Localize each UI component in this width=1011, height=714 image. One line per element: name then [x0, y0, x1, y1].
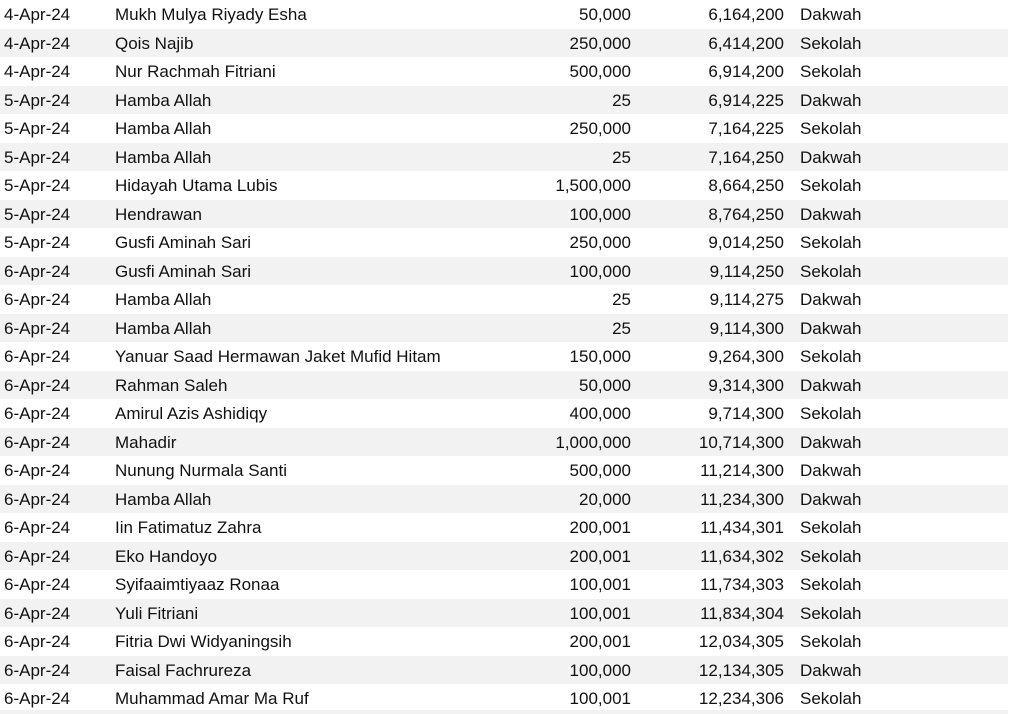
running-total-cell[interactable]: 12,034,305 — [698, 632, 784, 651]
date-cell[interactable]: 6-Apr-24 — [4, 689, 71, 708]
amount-cell[interactable]: 25 — [612, 290, 631, 309]
donor-name-cell[interactable]: Syifaaimtiyaaz Ronaa — [115, 575, 280, 594]
running-total-cell[interactable]: 6,164,200 — [708, 5, 784, 24]
category-cell[interactable]: Sekolah — [800, 603, 862, 623]
table-row — [0, 257, 1008, 286]
running-total-cell[interactable]: 6,914,200 — [708, 62, 784, 81]
donor-name-cell[interactable]: Hamba Allah — [115, 290, 212, 309]
category-cell[interactable]: Dakwah — [800, 204, 862, 224]
running-total-cell[interactable]: 11,434,301 — [700, 518, 784, 537]
donor-name-cell[interactable]: Hamba Allah — [115, 90, 212, 110]
date-cell[interactable]: 5-Apr-24 — [4, 90, 71, 110]
table-row — [0, 656, 1008, 685]
table-row — [0, 399, 1008, 428]
category-cell[interactable]: Sekolah — [800, 62, 862, 81]
amount-cell[interactable]: 250,000 — [569, 119, 631, 138]
amount-cell[interactable]: 100,000 — [569, 261, 631, 281]
running-total-cell[interactable]: 11,234,300 — [700, 489, 784, 509]
donor-name-cell[interactable]: Nur Rachmah Fitriani — [115, 62, 276, 81]
table-row — [0, 599, 1008, 628]
date-cell[interactable]: 6-Apr-24 — [4, 261, 71, 281]
table-row — [0, 114, 1008, 143]
amount-cell[interactable]: 1,500,000 — [555, 176, 631, 195]
table-row — [0, 428, 1008, 457]
donor-name-cell[interactable]: Qois Najib — [115, 33, 194, 53]
table-row — [0, 485, 1008, 514]
amount-cell[interactable]: 25 — [612, 90, 631, 110]
table-row — [0, 171, 1008, 200]
amount-cell[interactable]: 25 — [612, 147, 631, 167]
running-total-cell[interactable]: 8,764,250 — [708, 204, 784, 224]
donor-name-cell[interactable]: Rahman Saleh — [115, 375, 228, 395]
date-cell[interactable]: 5-Apr-24 — [4, 233, 71, 252]
running-total-cell[interactable]: 9,114,275 — [709, 290, 784, 309]
date-cell[interactable]: 6-Apr-24 — [4, 603, 71, 623]
table-row — [0, 314, 1008, 343]
amount-cell[interactable]: 500,000 — [569, 461, 631, 480]
running-total-cell[interactable]: 7,164,225 — [708, 119, 784, 138]
table-row — [0, 228, 1008, 257]
running-total-cell[interactable]: 7,164,250 — [708, 147, 784, 167]
category-cell[interactable]: Dakwah — [800, 375, 862, 395]
running-total-cell[interactable]: 9,014,250 — [708, 233, 784, 252]
category-cell[interactable]: Sekolah — [800, 518, 862, 537]
running-total-cell[interactable]: 11,634,302 — [700, 546, 784, 566]
amount-cell[interactable]: 200,001 — [569, 632, 631, 651]
category-cell[interactable]: Sekolah — [800, 689, 862, 708]
date-cell[interactable]: 6-Apr-24 — [4, 290, 71, 309]
date-cell[interactable]: 6-Apr-24 — [4, 318, 71, 338]
date-cell[interactable]: 6-Apr-24 — [4, 347, 71, 366]
amount-cell[interactable]: 1,000,000 — [555, 432, 631, 452]
date-cell[interactable]: 6-Apr-24 — [4, 546, 71, 566]
running-total-cell[interactable]: 9,114,250 — [709, 261, 784, 281]
date-cell[interactable]: 6-Apr-24 — [4, 432, 71, 452]
running-total-cell[interactable]: 11,214,300 — [700, 461, 784, 480]
date-cell[interactable]: 4-Apr-24 — [4, 33, 71, 53]
running-total-cell[interactable]: 11,734,303 — [700, 575, 784, 594]
running-total-cell[interactable]: 10,714,300 — [698, 432, 784, 452]
date-cell[interactable]: 6-Apr-24 — [4, 404, 71, 423]
amount-cell[interactable]: 250,000 — [569, 33, 631, 53]
date-cell[interactable]: 6-Apr-24 — [4, 518, 71, 537]
table-row — [0, 57, 1008, 86]
category-cell[interactable]: Sekolah — [800, 575, 862, 594]
table-row — [0, 513, 1008, 542]
amount-cell[interactable]: 20,000 — [579, 489, 631, 509]
table-row — [0, 143, 1008, 172]
running-total-cell[interactable]: 12,234,306 — [698, 689, 784, 708]
running-total-cell[interactable]: 12,134,305 — [698, 660, 784, 680]
donor-name-cell[interactable]: Yuli Fitriani — [115, 603, 199, 623]
amount-cell[interactable]: 200,001 — [569, 518, 631, 537]
donor-name-cell[interactable]: Gusfi Aminah Sari — [115, 233, 252, 252]
table-row — [0, 371, 1008, 400]
running-total-cell[interactable]: 6,914,225 — [708, 90, 784, 110]
category-cell[interactable]: Sekolah — [800, 233, 862, 252]
donor-name-cell[interactable]: Fitria Dwi Widyaningsih — [115, 632, 292, 651]
donor-name-cell[interactable]: Mahadir — [115, 432, 177, 452]
amount-cell[interactable]: 100,001 — [569, 603, 631, 623]
date-cell[interactable]: 6-Apr-24 — [4, 575, 71, 594]
running-total-cell[interactable]: 6,414,200 — [708, 33, 784, 53]
amount-cell[interactable]: 100,001 — [569, 689, 631, 708]
date-cell[interactable]: 6-Apr-24 — [4, 489, 71, 509]
donor-name-cell[interactable]: Hidayah Utama Lubis — [115, 176, 278, 195]
amount-cell[interactable]: 100,000 — [569, 660, 631, 680]
running-total-cell[interactable]: 9,314,300 — [708, 375, 784, 395]
category-cell[interactable]: Dakwah — [800, 290, 862, 309]
date-cell[interactable]: 5-Apr-24 — [4, 176, 71, 195]
category-cell[interactable]: Dakwah — [800, 660, 862, 680]
amount-cell[interactable]: 25 — [612, 318, 631, 338]
date-cell[interactable]: 6-Apr-24 — [4, 632, 71, 651]
table-row — [0, 285, 1008, 314]
amount-cell[interactable]: 100,000 — [569, 204, 631, 224]
category-cell[interactable]: Sekolah — [800, 546, 862, 566]
category-cell[interactable]: Dakwah — [800, 318, 862, 338]
category-cell[interactable]: Sekolah — [800, 347, 862, 366]
category-cell[interactable]: Sekolah — [800, 33, 862, 53]
table-row — [0, 570, 1008, 599]
table-row — [0, 0, 1008, 29]
category-cell[interactable]: Dakwah — [800, 5, 862, 24]
running-total-cell[interactable]: 9,114,300 — [709, 318, 784, 338]
table-row — [0, 29, 1008, 58]
donor-name-cell[interactable]: Hamba Allah — [115, 489, 212, 509]
table-row — [0, 456, 1008, 485]
running-total-cell[interactable]: 9,714,300 — [708, 404, 784, 423]
amount-cell[interactable]: 100,001 — [569, 575, 631, 594]
date-cell[interactable]: 5-Apr-24 — [4, 119, 71, 138]
amount-cell[interactable]: 50,000 — [579, 5, 631, 24]
running-total-cell[interactable]: 8,664,250 — [708, 176, 784, 195]
category-cell[interactable]: Sekolah — [800, 632, 862, 651]
table-row — [0, 200, 1008, 229]
donor-name-cell[interactable]: Hamba Allah — [115, 147, 212, 167]
donor-name-cell[interactable]: Muhammad Amar Ma Ruf — [115, 689, 309, 708]
running-total-cell[interactable]: 9,264,300 — [708, 347, 784, 366]
donor-name-cell[interactable]: Yanuar Saad Hermawan Jaket Mufid Hitam — [115, 347, 441, 366]
donor-name-cell[interactable]: Iin Fatimatuz Zahra — [115, 518, 262, 537]
date-cell[interactable]: 4-Apr-24 — [4, 5, 71, 24]
donor-name-cell[interactable]: Nunung Nurmala Santi — [115, 461, 287, 480]
amount-cell[interactable]: 500,000 — [569, 62, 631, 81]
category-cell[interactable]: Sekolah — [800, 176, 862, 195]
category-cell[interactable]: Sekolah — [800, 261, 862, 281]
date-cell[interactable]: 6-Apr-24 — [4, 375, 71, 395]
table-row — [0, 542, 1008, 571]
table-row — [0, 342, 1008, 371]
date-cell[interactable]: 5-Apr-24 — [4, 147, 71, 167]
date-cell[interactable]: 6-Apr-24 — [4, 461, 71, 480]
table-row — [0, 684, 1008, 713]
category-cell[interactable]: Dakwah — [800, 432, 862, 452]
date-cell[interactable]: 5-Apr-24 — [4, 204, 71, 224]
category-cell[interactable]: Dakwah — [800, 461, 862, 480]
donor-name-cell[interactable]: Amirul Azis Ashidiqy — [115, 404, 268, 423]
category-cell[interactable]: Sekolah — [800, 119, 862, 138]
category-cell[interactable]: Dakwah — [800, 489, 862, 509]
amount-cell[interactable]: 50,000 — [579, 375, 631, 395]
date-cell[interactable]: 4-Apr-24 — [4, 62, 71, 81]
donor-name-cell[interactable]: Gusfi Aminah Sari — [115, 261, 252, 281]
table-row — [0, 86, 1008, 115]
category-cell[interactable]: Dakwah — [800, 90, 862, 110]
table-row — [0, 627, 1008, 656]
amount-cell[interactable]: 250,000 — [569, 233, 631, 252]
donor-name-cell[interactable]: Hamba Allah — [115, 119, 212, 138]
donor-name-cell[interactable]: Hamba Allah — [115, 318, 212, 338]
donor-name-cell[interactable]: Mukh Mulya Riyady Esha — [115, 5, 307, 24]
running-total-cell[interactable]: 11,834,304 — [700, 603, 784, 623]
amount-cell[interactable]: 400,000 — [569, 404, 631, 423]
category-cell[interactable]: Dakwah — [800, 147, 862, 167]
category-cell[interactable]: Sekolah — [800, 404, 862, 423]
donor-name-cell[interactable]: Eko Handoyo — [115, 546, 218, 566]
amount-cell[interactable]: 200,001 — [569, 546, 631, 566]
donor-name-cell[interactable]: Hendrawan — [115, 204, 202, 224]
date-cell[interactable]: 6-Apr-24 — [4, 660, 71, 680]
donor-name-cell[interactable]: Faisal Fachrureza — [115, 660, 252, 680]
amount-cell[interactable]: 150,000 — [569, 347, 631, 366]
